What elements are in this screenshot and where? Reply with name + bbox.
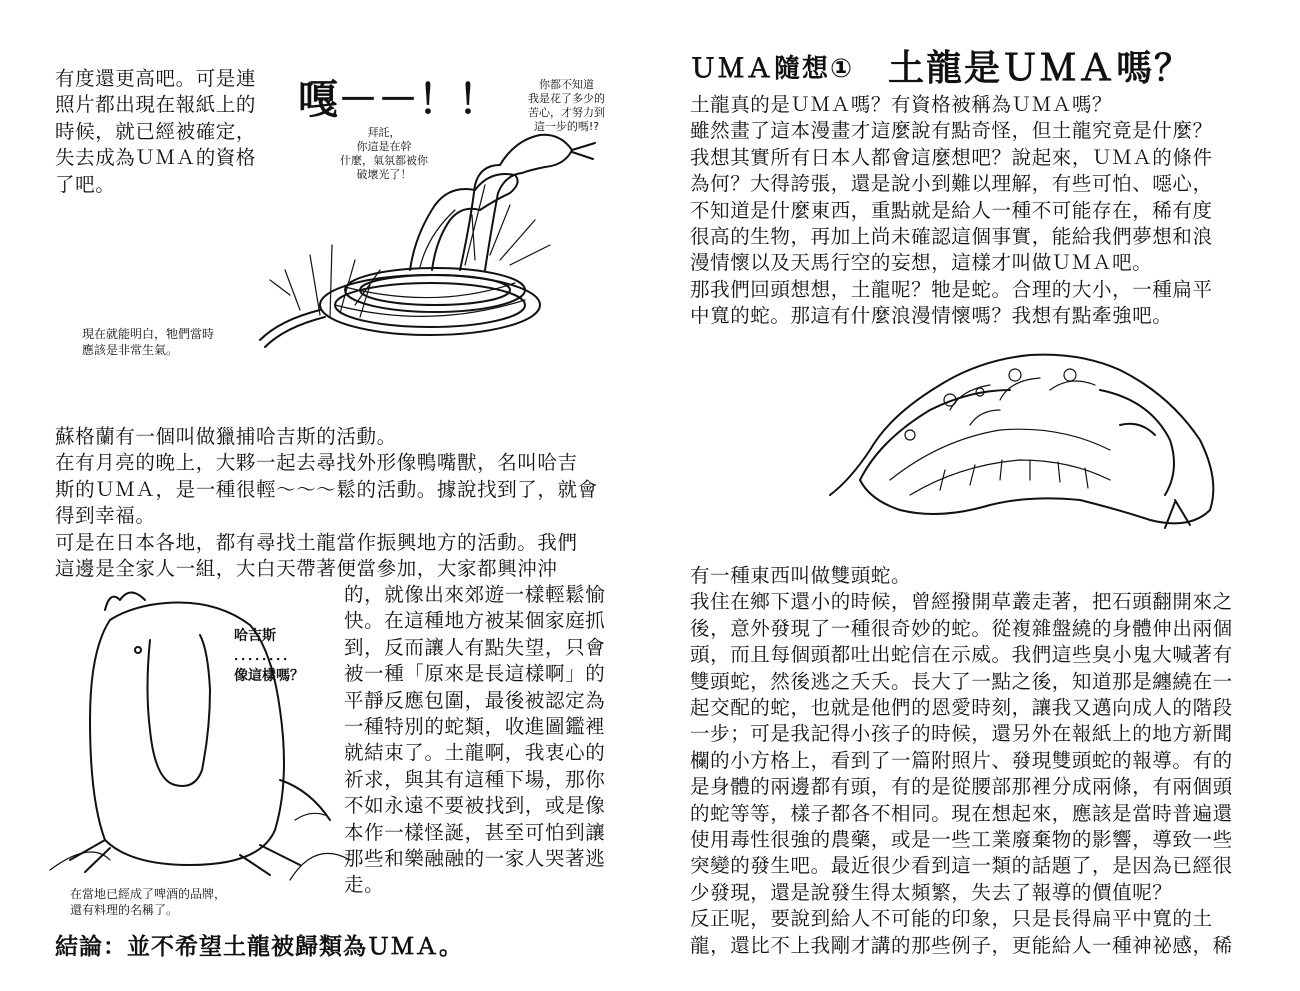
paragraph-2: 有一種東西叫做雙頭蛇。 我住在鄉下還小的時候，曾經撥開草叢走著，把石頭翻開來之 後，意外發現了一種很奇妙的蛇。從複雜盤繞的身體伸出兩個 頭，而且每個頭都吐出蛇信在示威。我們這些臭小鬼大喊著有 雙頭蛇，然後逃之夭夭。長大了一點之後，知道那是纏繞在一 起交配的蛇，也就是他們的恩愛時刻，讓我又邁向成人的階段 一步；可是我記得小孩子的時候，還另外在報紙上的地方新聞 欄的小方格上，看到了一篇附照片、發現雙頭蛇的報導。有的 是身體的兩邊都有頭，有的是從腰部那裡分成兩條，有兩個頭 的蛇等等，樣子都各不相同。現在想起來，應該是當時普遍還 使用毒性很強的農藥，或是一些工業廢棄物的影響，導致一些 突變的發生吧。最近很少看到這一類的話題了，是因為已經很 少發現，還是說發生得太頻繁，失去了報導的價值呢？ 反正呢，要說到給人不可能的印象，只是長得扁平中寬的土 龍，還比不上我剛才講的那些例子，更能給人一種神祕感，稀 [690, 564, 1233, 957]
paragraph-main: 蘇格蘭有一個叫做獵捕哈吉斯的活動。 在有月亮的晚上，大夥一起去尋找外形像鴨嘴獸，名叫哈吉 斯的ＵＭＡ，是一種很輕～～～鬆的活動。據說找到了，就會 得到幸福。 可是在日本各地，都有尋找土龍當作振興地方的活動。我們 這邊是全家人一組，大白天帶著便當參加，大家都興沖沖 [55, 425, 598, 581]
sound-effect: 嘎－－！！ [298, 77, 498, 123]
caption-haggis: 在當地已經成了啤酒的品牌， 還有料理的名稱了。 [70, 887, 227, 917]
right-page [650, 0, 1300, 991]
paragraph-wrap: 的，就像出來郊遊一樣輕鬆愉 快。在這種地方被某個家庭抓 到，反而讓人有點失望，只會 被一種「原來是長這樣啊」的 平靜反應包圍，最後被認定為 一種特別的蛇類，收進圖鑑裡 就結束了。土龍啊，我衷心的 祈求，與其有這種下場，那你 不如永遠不要被找到，或是像 本作一樣怪誕，甚至可怕到讓 那些和樂融融的一家人哭著逃 走。 [344, 583, 606, 897]
paragraph-top: 有度還更高吧。可是連 照片都出現在報紙上的 時候，就已經被確定， 失去成為ＵＭＡ的資格 了吧。 [55, 67, 257, 196]
speech-bubble-right-snake: 你都不知道 我是花了多少的 苦心，才努力到 這一步的嗎!? [528, 78, 605, 133]
tsuchinoko-illustration [830, 330, 1230, 530]
series-title: ＵＭＡ隨想① [690, 54, 855, 84]
caption-snakes: 現在就能明白，牠們當時 應該是非常生氣。 [82, 327, 215, 357]
speech-bubble-left-snake: 拜託， 你這是在幹 什麼，氣氛都被你 破壞光了！ [340, 126, 428, 181]
conclusion: 結論：並不希望土龍被歸類為ＵＭＡ。 [55, 934, 463, 960]
paragraph-1: 土龍真的是ＵＭＡ嗎？有資格被稱為ＵＭＡ嗎？ 雖然畫了這本漫畫才這麼說有點奇怪，但土龍究竟是什麼？ 我想其實所有日本人都會這麼想吧？說起來，ＵＭＡ的條件 為何？大得誇張，還是說小到難以理解，有些可怕、噁心， 不知道是什麼東西，重點就是給人一種不可能存在，稀有度 很高的生物，再加上尚未確認這個事實，能給我們夢想和浪 漫情懷以及天馬行空的妄想，這樣才叫做ＵＭＡ吧。 那我們回頭想想，土龍呢？牠是蛇。合理的大小，一種扁平 中寬的蛇。那這有什麼浪漫情懷嗎？我想有點牽強吧。 [690, 93, 1213, 328]
haggis-label: 哈吉斯 ．．．．．．．． 像這樣嗎？ [234, 628, 304, 684]
page-title: 土龍是ＵＭＡ嗎？ [888, 48, 1193, 89]
haggis-illustration [50, 580, 350, 880]
